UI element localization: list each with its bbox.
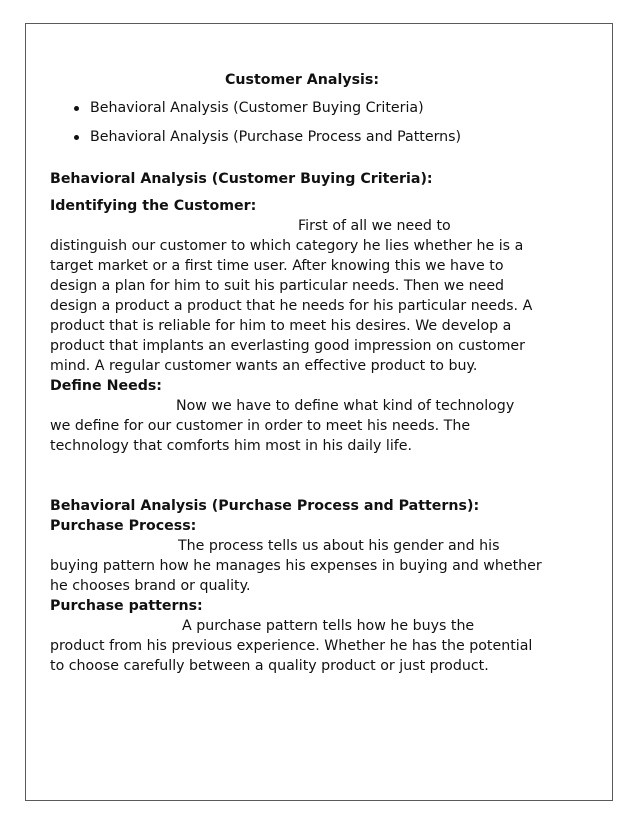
subheading-identifying-customer: Identifying the Customer: (50, 198, 257, 214)
section-heading-buying-criteria: Behavioral Analysis (Customer Buying Criteria): (50, 171, 433, 187)
bullet-text: Behavioral Analysis (Purchase Process and Patterns) (90, 129, 462, 145)
paragraph-body: buying pattern how he manages his expenses in buying and whether he chooses brand or quality. (50, 558, 542, 594)
paragraph-lead-in: Now we have to define what kind of technology (176, 398, 515, 414)
bullet-item (50, 127, 550, 147)
subheading-purchase-process: Purchase Process: (50, 518, 197, 534)
paragraph-body: we define for our customer in order to meet his needs. The technology that comforts him most in his daily life. (50, 418, 471, 454)
section-heading-purchase-process: Behavioral Analysis (Purchase Process and Patterns): (50, 498, 480, 514)
paragraph-lead-in: The process tells us about his gender and his (178, 538, 500, 554)
bullet-item (50, 98, 550, 118)
document-content (50, 70, 550, 676)
bullet-dot-icon (74, 106, 79, 111)
paragraph-identifying-customer (50, 216, 550, 376)
paragraph-body: distinguish our customer to which category he lies whether he is a target market or a first time user. After knowing this we have to design a plan for him to suit his particular needs. Then we need design a product a product that he needs for his particular needs. A product that is reliable for him to meet his desires. We develop a product that implants an everlasting good impression on customer mind. A regular customer wants an effective product to buy. (50, 238, 533, 374)
bullet-dot-icon (74, 135, 79, 140)
document-title: Customer Analysis: (224, 72, 380, 88)
paragraph-define-needs (50, 396, 550, 456)
subheading-define-needs: Define Needs: (50, 378, 162, 394)
paragraph-body: product from his previous experience. Whether he has the potential to choose carefully between a quality product or just product. (50, 638, 533, 674)
paragraph-purchase-patterns (50, 616, 550, 676)
paragraph-lead-in: A purchase pattern tells how he buys the (182, 618, 475, 634)
paragraph-purchase-process (50, 536, 550, 596)
bullet-text: Behavioral Analysis (Customer Buying Criteria) (90, 100, 424, 116)
overview-bullet-list (50, 98, 550, 147)
subheading-purchase-patterns: Purchase patterns: (50, 598, 203, 614)
paragraph-lead-in: First of all we need to (298, 218, 451, 234)
